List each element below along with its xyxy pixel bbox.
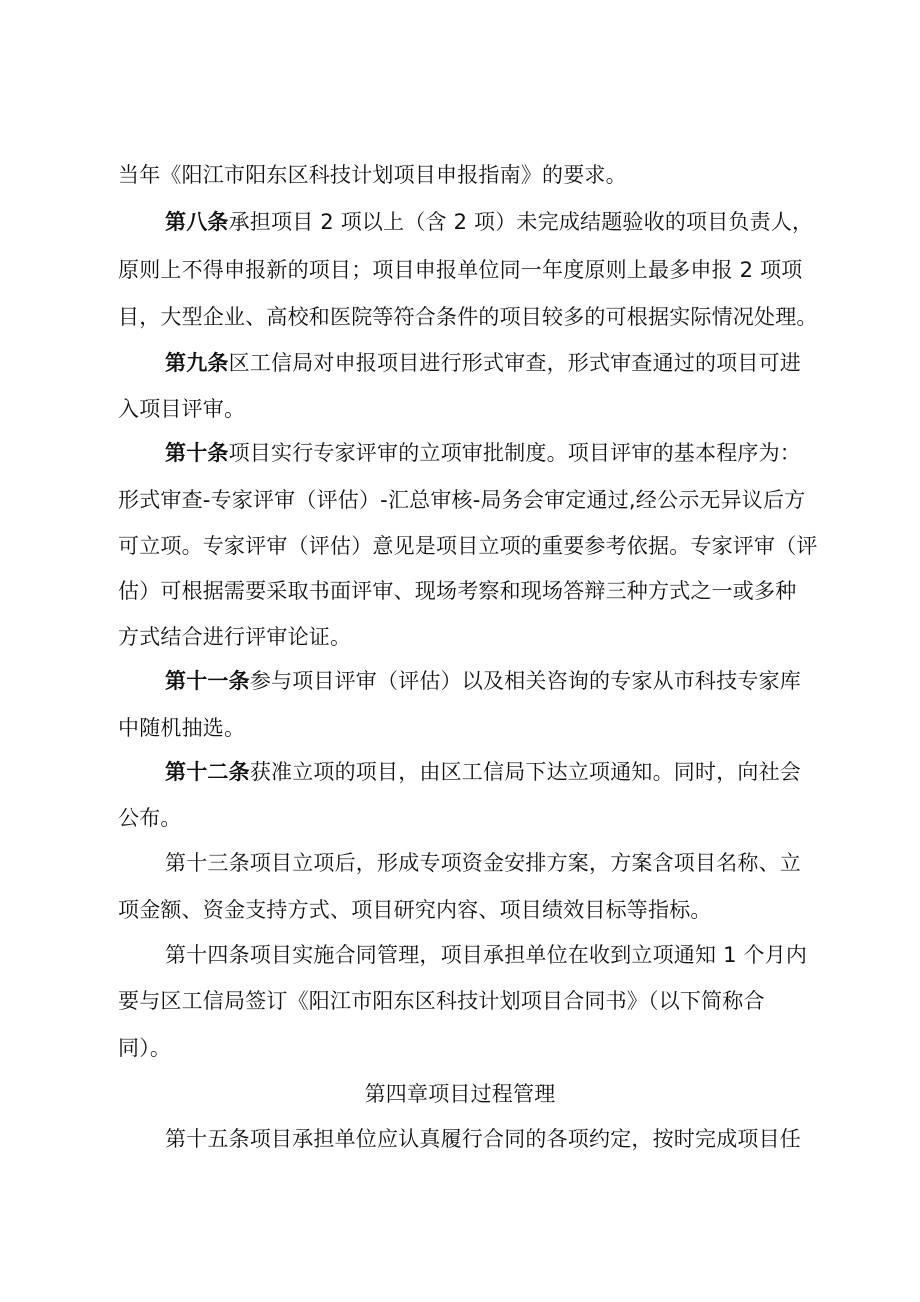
text-line: 参与项目评审（评估）以及相关咨询的专家从市科技专家库 — [249, 669, 802, 693]
text-line: 同）。 — [118, 1036, 172, 1060]
text-line: 方式结合进行评审论证。 — [118, 625, 352, 649]
article-label: 第十二条 — [165, 760, 250, 784]
text-line: 承担项目 2 项以上（含 2 项）未完成结题验收的项目负责人， — [228, 210, 814, 234]
article-label: 第十一条 — [165, 669, 250, 693]
text-line: 获准立项的项目，由区工信局下达立项通知。同时，向社会 — [249, 760, 802, 784]
text-line: 中随机抽选。 — [118, 716, 246, 740]
text-line: 估）可根据需要采取书面评审、现场考察和现场答辩三种方式之一或多种 — [118, 579, 797, 603]
article-9-paragraph — [165, 348, 801, 378]
article-14-paragraph: 第十四条项目实施合同管理，项目承担单位在收到立项通知 1 个月内 — [165, 943, 808, 967]
text-line: 形式审查-专家评审（评估）-汇总审核-局务会审定通过,经公示无异议后方 — [118, 488, 806, 512]
text-line: 区工信局对申报项目进行形式审查，形式审查通过的项目可进 — [228, 351, 802, 375]
article-label: 第八条 — [165, 210, 229, 234]
text-line: 可立项。专家评审（评估）意见是项目立项的重要参考依据。专家评审（评 — [118, 534, 818, 558]
text-line: 原则上不得申报新的项目；项目申报单位同一年度原则上最多申报 2 项项 — [118, 258, 803, 282]
text-line: 入项目评审。 — [118, 397, 246, 421]
article-label: 第九条 — [165, 351, 229, 375]
article-15-paragraph: 第十五条项目承担单位应认真履行合同的各项约定，按时完成项目任 — [165, 1127, 801, 1151]
article-11-paragraph — [165, 666, 801, 696]
text-line: 公布。 — [118, 806, 182, 830]
article-12-paragraph — [165, 757, 801, 787]
article-label: 第十条 — [165, 441, 229, 465]
text-line: 项金额、资金支持方式、项目研究内容、项目绩效目标等指标。 — [118, 898, 712, 922]
text-line: 项目实行专家评审的立项审批制度。项目评审的基本程序为： — [228, 441, 802, 465]
text-line: 当年《阳江市阳东区科技计划项目申报指南》的要求。 — [118, 163, 627, 187]
article-13-paragraph: 第十三条项目立项后，形成专项资金安排方案，方案含项目名称、立 — [165, 851, 801, 875]
chapter-heading: 第四章项目过程管理 — [364, 1082, 556, 1106]
article-8-paragraph — [165, 207, 813, 237]
text-line: 目，大型企业、高校和医院等符合条件的项目较多的可根据实际情况处理。 — [118, 305, 818, 329]
text-line: 要与区工信局签订《阳江市阳东区科技计划项目合同书》（以下简称合 — [118, 989, 765, 1013]
article-10-paragraph — [165, 438, 801, 468]
